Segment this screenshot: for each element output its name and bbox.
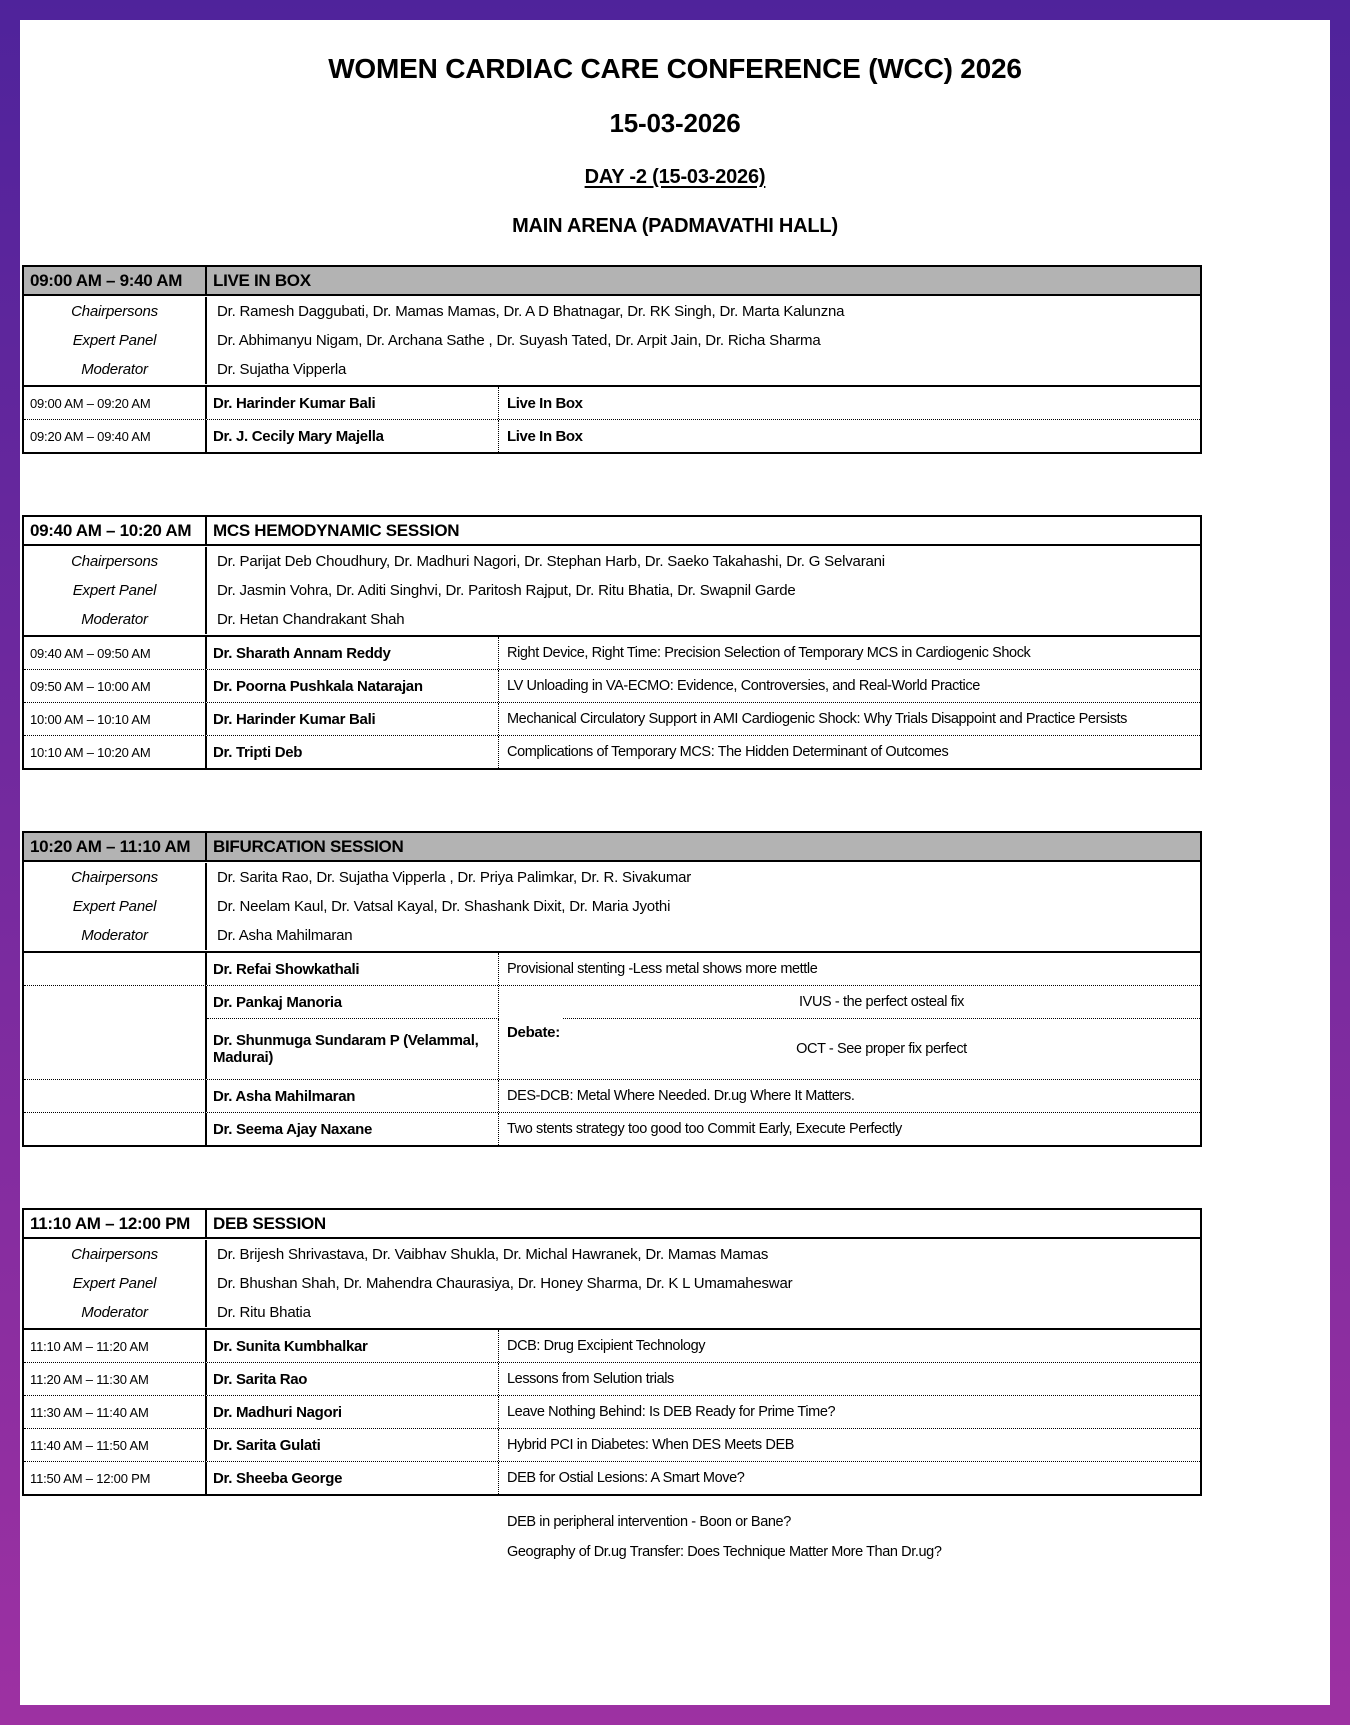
row-topic: Lessons from Selution trials [507,1371,674,1387]
row-time: 11:20 AM – 11:30 AM [24,1363,207,1395]
row-speaker: Dr. J. Cecily Mary Majella [207,420,499,452]
row-speaker: Dr. Sunita Kumbhalkar [207,1330,499,1362]
row-topic: Complications of Temporary MCS: The Hidden Determinant of Outcomes [507,744,949,760]
moderator-label: Moderator [24,1298,207,1327]
conference-date: 15-03-2026 [609,108,741,138]
moderator-label: Moderator [24,355,207,384]
session-table [22,265,1202,454]
schedule-row [24,1428,1200,1461]
row-speaker: Dr. Refai Showkathali [207,953,499,985]
expert-panel-names: Dr. Abhimanyu Nigam, Dr. Archana Sathe , Dr. Suyash Tated, Dr. Arpit Jain, Dr. Richa Sharma [217,332,821,349]
session-rows [24,1330,1200,1494]
session-table [22,515,1202,770]
session-panel [24,546,1200,637]
row-speaker: Dr. Tripti Deb [207,736,499,768]
schedule-row [24,637,1200,669]
footnote-line: Geography of Dr.ug Transfer: Does Technique Matter More Than Dr.ug? [507,1544,942,1560]
schedule-row [24,702,1200,735]
moderator-label: Moderator [24,921,207,950]
row-time [24,1113,207,1145]
session-block [22,515,1202,770]
debate-speaker: Dr. Pankaj Manoria [207,986,499,1019]
panel-row-expert-panel [24,326,1200,355]
schedule-row [24,669,1200,702]
row-time [24,953,207,985]
session-panel [24,1239,1200,1330]
session-panel [24,296,1200,387]
expert-panel-label: Expert Panel [24,326,207,355]
row-time: 09:20 AM – 09:40 AM [24,420,207,452]
panel-row-expert-panel [24,892,1200,921]
row-time: 11:10 AM – 11:20 AM [24,1330,207,1362]
schedule-row [24,953,1200,985]
moderator-name: Dr. Hetan Chandrakant Shah [217,611,405,628]
row-topic: Leave Nothing Behind: Is DEB Ready for Prime Time? [507,1404,836,1420]
row-time [24,986,207,1079]
schedule-row [24,735,1200,768]
session-rows [24,953,1200,1145]
session-footnotes [507,1507,1202,1567]
row-topic: DCB: Drug Excipient Technology [507,1338,706,1354]
session-header [24,1210,1200,1239]
row-speaker: Dr. Asha Mahilmaran [207,1080,499,1112]
row-speaker: Dr. Poorna Pushkala Natarajan [207,670,499,702]
moderator-name: Dr. Ritu Bhatia [217,1304,311,1321]
row-topic: Mechanical Circulatory Support in AMI Cardiogenic Shock: Why Trials Disappoint and Practice Persists [507,711,1128,727]
expert-panel-names: Dr. Bhushan Shah, Dr. Mahendra Chaurasiya, Dr. Honey Sharma, Dr. K L Umamaheswar [217,1275,793,1292]
row-time: 10:00 AM – 10:10 AM [24,703,207,735]
panel-row-moderator [24,355,1200,384]
chairpersons-label: Chairpersons [24,297,207,326]
row-time: 09:50 AM – 10:00 AM [24,670,207,702]
session-rows [24,637,1200,768]
row-topic: Hybrid PCI in Diabetes: When DES Meets DEB [507,1437,795,1453]
session-header [24,833,1200,862]
row-topic: Provisional stenting -Less metal shows more mettle [507,961,818,977]
row-speaker: Dr. Seema Ajay Naxane [207,1113,499,1145]
row-time: 09:00 AM – 09:20 AM [24,387,207,419]
chairpersons-names: Dr. Sarita Rao, Dr. Sujatha Vipperla , Dr. Priya Palimkar, Dr. R. Sivakumar [217,869,692,886]
row-topic: DEB for Ostial Lesions: A Smart Move? [507,1470,745,1486]
document-page [20,20,1330,1705]
row-time: 11:50 AM – 12:00 PM [24,1462,207,1494]
row-topic: Right Device, Right Time: Precision Selection of Temporary MCS in Cardiogenic Shock [507,645,1031,661]
row-time: 11:40 AM – 11:50 AM [24,1429,207,1461]
panel-row-chairpersons [24,297,1200,326]
session-block [22,1208,1202,1567]
moderator-name: Dr. Asha Mahilmaran [217,927,353,944]
session-panel [24,862,1200,953]
schedule-row [24,419,1200,452]
sessions [20,265,1330,1567]
row-time: 10:10 AM – 10:20 AM [24,736,207,768]
chairpersons-names: Dr. Parijat Deb Choudhury, Dr. Madhuri Nagori, Dr. Stephan Harb, Dr. Saeko Takahashi, Dr. G Selvarani [217,553,885,570]
session-time: 09:40 AM – 10:20 AM [24,517,207,544]
session-title: MCS HEMODYNAMIC SESSION [213,520,460,540]
panel-row-expert-panel [24,576,1200,605]
schedule-row [24,1079,1200,1112]
row-time [24,1080,207,1112]
debate-topic: IVUS - the perfect osteal fix [563,986,1200,1019]
schedule-row [24,1112,1200,1145]
session-time: 09:00 AM – 9:40 AM [24,267,207,294]
conference-title: WOMEN CARDIAC CARE CONFERENCE (WCC) 2026 [328,53,1022,84]
panel-row-chairpersons [24,547,1200,576]
row-topic: LV Unloading in VA-ECMO: Evidence, Controversies, and Real-World Practice [507,678,980,694]
panel-row-moderator [24,921,1200,950]
session-table [22,831,1202,1147]
document-header [20,20,1330,238]
row-speaker: Dr. Harinder Kumar Bali [207,387,499,419]
footnote-line: DEB in peripheral intervention - Boon or Bane? [507,1514,791,1530]
schedule-row [24,1461,1200,1494]
row-time: 09:40 AM – 09:50 AM [24,637,207,669]
session-rows [24,387,1200,452]
chairpersons-label: Chairpersons [24,547,207,576]
panel-row-moderator [24,1298,1200,1327]
row-speaker: Dr. Sheeba George [207,1462,499,1494]
chairpersons-names: Dr. Ramesh Daggubati, Dr. Mamas Mamas, Dr. A D Bhatnagar, Dr. RK Singh, Dr. Marta Kalunzna [217,303,845,320]
expert-panel-label: Expert Panel [24,576,207,605]
row-speaker: Dr. Harinder Kumar Bali [207,703,499,735]
panel-row-expert-panel [24,1269,1200,1298]
venue-label: MAIN ARENA (PADMAVATHI HALL) [512,215,838,237]
schedule-row [24,1395,1200,1428]
expert-panel-names: Dr. Jasmin Vohra, Dr. Aditi Singhvi, Dr. Paritosh Rajput, Dr. Ritu Bhatia, Dr. Swapnil Garde [217,582,796,599]
session-time: 11:10 AM – 12:00 PM [24,1210,207,1237]
panel-row-chairpersons [24,863,1200,892]
row-topic: Live In Box [507,394,583,412]
session-header [24,517,1200,546]
expert-panel-label: Expert Panel [24,1269,207,1298]
panel-row-moderator [24,605,1200,634]
debate-label: Debate: [507,1024,560,1041]
session-block [22,831,1202,1147]
row-speaker: Dr. Madhuri Nagori [207,1396,499,1428]
expert-panel-label: Expert Panel [24,892,207,921]
session-table [22,1208,1202,1496]
session-title: LIVE IN BOX [213,270,311,290]
schedule-row [24,1330,1200,1362]
row-time: 11:30 AM – 11:40 AM [24,1396,207,1428]
row-speaker: Dr. Sharath Annam Reddy [207,637,499,669]
debate-speaker: Dr. Shunmuga Sundaram P (Velammal, Madurai) [207,1019,499,1079]
day-label: DAY -2 (15-03-2026) [584,166,766,188]
session-block [22,265,1202,454]
schedule-row [24,1362,1200,1395]
chairpersons-label: Chairpersons [24,863,207,892]
moderator-name: Dr. Sujatha Vipperla [217,361,347,378]
session-header [24,267,1200,296]
row-topic: Two stents strategy too good too Commit Early, Execute Perfectly [507,1121,902,1137]
debate-group [24,985,1200,1079]
row-topic: DES-DCB: Metal Where Needed. Dr.ug Where It Matters. [507,1088,855,1104]
chairpersons-label: Chairpersons [24,1240,207,1269]
debate-topic: OCT - See proper fix perfect [796,1041,967,1057]
session-title: BIFURCATION SESSION [213,836,404,856]
session-title: DEB SESSION [213,1213,326,1233]
panel-row-chairpersons [24,1240,1200,1269]
row-speaker: Dr. Sarita Rao [207,1363,499,1395]
moderator-label: Moderator [24,605,207,634]
chairpersons-names: Dr. Brijesh Shrivastava, Dr. Vaibhav Shukla, Dr. Michal Hawranek, Dr. Mamas Mamas [217,1246,769,1263]
session-time: 10:20 AM – 11:10 AM [24,833,207,860]
expert-panel-names: Dr. Neelam Kaul, Dr. Vatsal Kayal, Dr. Shashank Dixit, Dr. Maria Jyothi [217,898,671,915]
row-speaker: Dr. Sarita Gulati [207,1429,499,1461]
row-topic: Live In Box [507,427,583,445]
schedule-row [24,387,1200,419]
